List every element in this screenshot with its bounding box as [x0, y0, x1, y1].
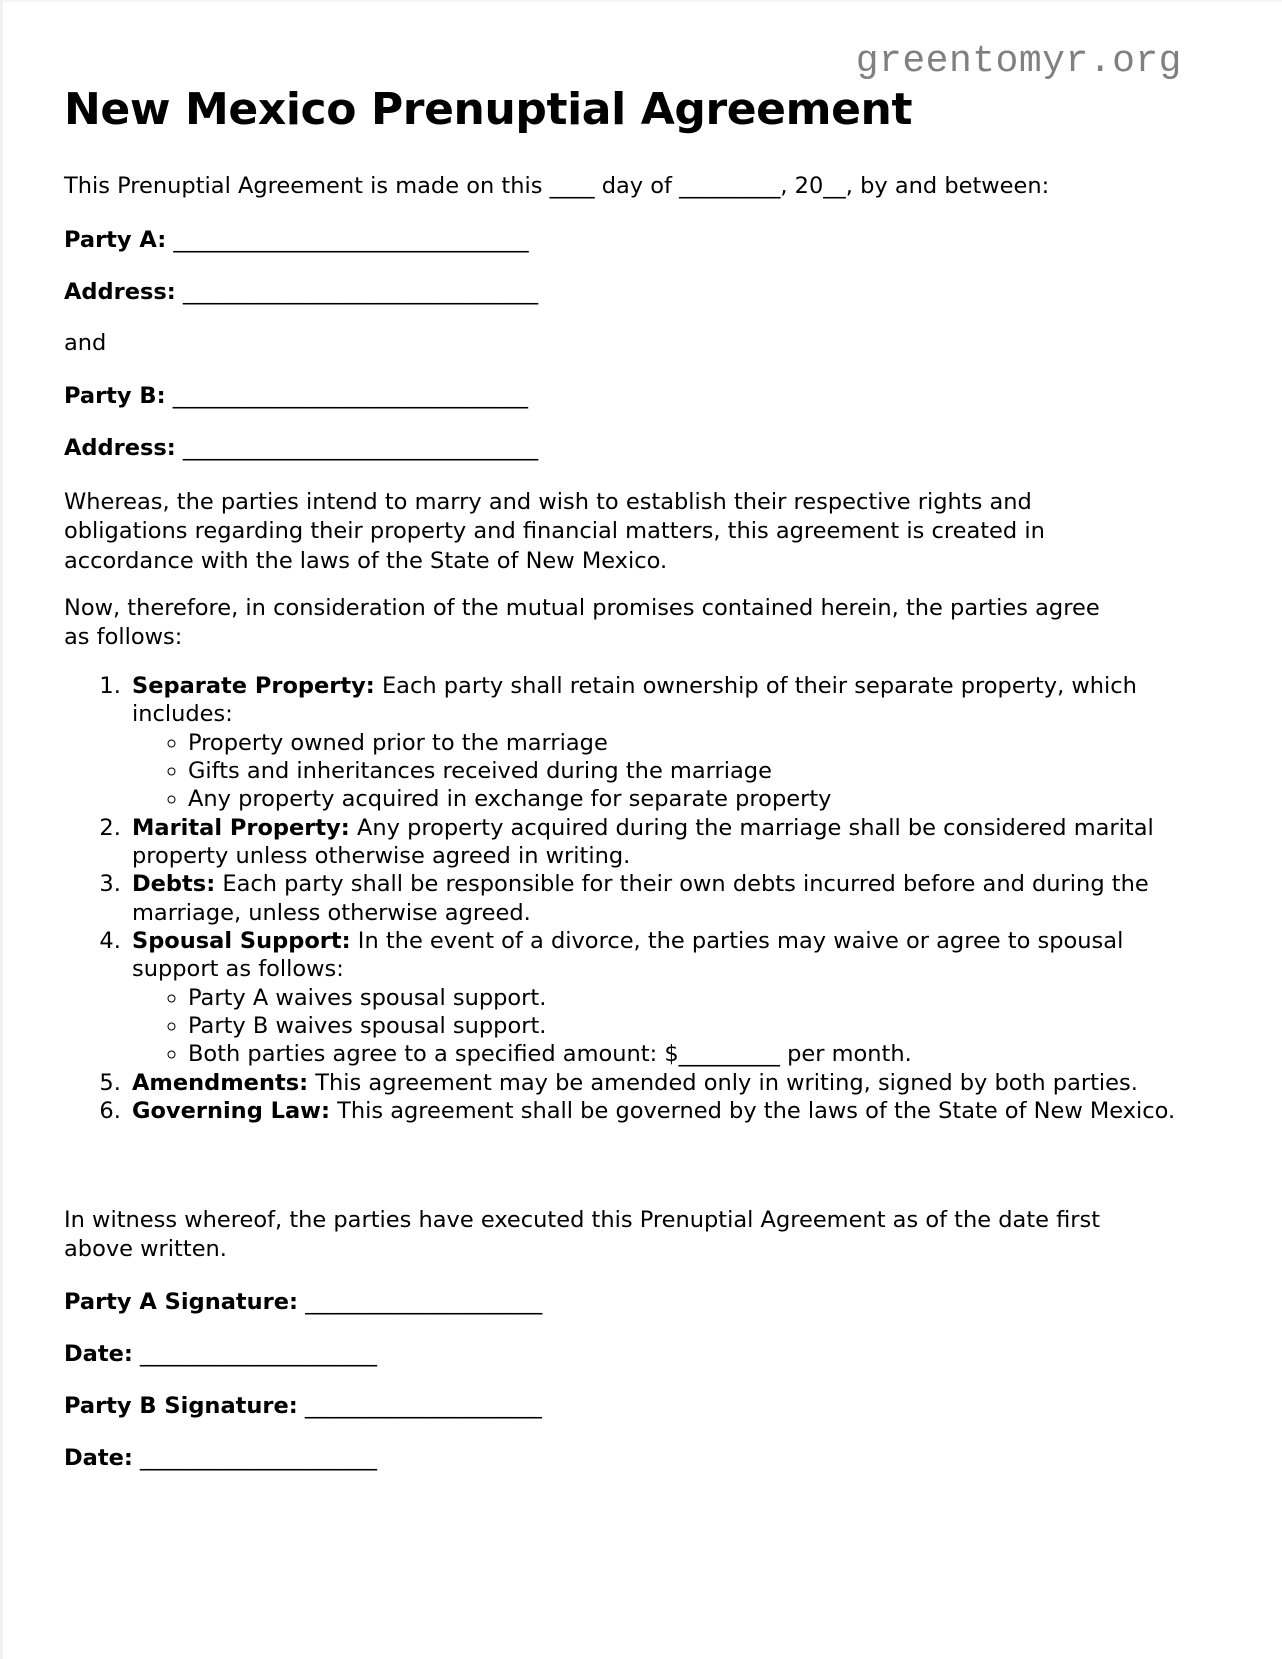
party-b-address-blank[interactable]: _________________________________ — [182, 435, 538, 461]
clause-text: This agreement may be amended only in writing, signed by both parties. — [308, 1069, 1138, 1096]
party-a-signature-label: Party A Signature: — [64, 1289, 299, 1315]
party-a-label: Party A: — [64, 227, 167, 253]
clause-text: This agreement shall be governed by the laws of the State of New Mexico. — [329, 1098, 1176, 1125]
party-a-signature-blank[interactable]: ______________________ — [305, 1289, 542, 1315]
witness-paragraph: In witness whereof, the parties have executed this Prenuptial Agreement as of the date first above written. — [64, 1207, 1101, 1263]
party-a-field — [64, 226, 528, 254]
clause-subitem: ◦ Property owned prior to the marriage — [188, 729, 1198, 757]
clause-list — [64, 672, 1198, 1126]
party-a-blank[interactable]: _________________________________ — [173, 227, 529, 253]
party-b-signature-blank[interactable]: ______________________ — [304, 1393, 542, 1419]
page-left-edge — [0, 0, 3, 1659]
page-top-edge — [0, 0, 1282, 2]
clause-body — [132, 1070, 1138, 1096]
clause-item — [128, 1069, 1198, 1097]
clause-subitem: ◦ Gifts and inheritances received during the marriage — [188, 757, 1198, 785]
page-title: New Mexico Prenuptial Agreement — [64, 84, 913, 135]
clause-subitem: ◦ Any property acquired in exchange for separate property — [188, 785, 1198, 813]
clause-text: Any property acquired during the marriage shall be considered marital property unless otherwise agreed in writing. — [132, 814, 1154, 870]
clause-heading: Marital Property: — [132, 814, 350, 841]
party-a-address-blank[interactable]: _________________________________ — [182, 279, 538, 305]
clause-item — [128, 1097, 1198, 1125]
clause-item — [128, 814, 1198, 871]
now-therefore-paragraph: Now, therefore, in consideration of the mutual promises contained herein, the parties agree as follows: — [64, 595, 1100, 651]
whereas-paragraph: Whereas, the parties intend to marry and wish to establish their respective rights and obligations regarding their property and financial matters, this agreement is created in accordance with the laws of the State of New Mexico. — [64, 489, 1045, 574]
clause-heading: Amendments: — [132, 1069, 309, 1096]
party-b-label: Party B: — [64, 383, 166, 409]
party-a-date-label: Date: — [64, 1341, 133, 1367]
party-b-field — [64, 382, 527, 410]
clause-item — [128, 672, 1198, 814]
party-b-signature-field — [64, 1392, 541, 1420]
party-b-address-field — [64, 434, 538, 462]
clause-body — [132, 673, 1137, 727]
party-a-date-blank[interactable]: ______________________ — [140, 1341, 377, 1367]
clause-text: Each party shall retain ownership of their separate property, which includes: — [132, 673, 1137, 728]
clause-body — [132, 815, 1154, 869]
party-b-date-blank[interactable]: ______________________ — [140, 1445, 377, 1471]
party-b-signature-label: Party B Signature: — [64, 1393, 298, 1419]
clause-text: Each party shall be responsible for their own debts incurred before and during the marriage, unless otherwise agreed. — [132, 871, 1149, 926]
clause-body — [132, 1098, 1175, 1124]
clause-item — [128, 870, 1198, 927]
party-b-blank[interactable]: _________________________________ — [172, 383, 528, 409]
clause-heading: Separate Property: — [132, 673, 375, 699]
clause-subitem-list — [132, 984, 1198, 1069]
party-a-address-field — [64, 278, 538, 306]
party-a-date-field — [64, 1340, 377, 1368]
clause-text: In the event of a divorce, the parties may waive or agree to spousal support as follows: — [132, 928, 1124, 983]
party-a-address-label: Address: — [64, 279, 176, 305]
party-b-date-label: Date: — [64, 1445, 133, 1471]
clause-heading: Debts: — [132, 871, 216, 898]
clause-body — [132, 871, 1149, 925]
clause-subitem: ◦ Party B waives spousal support. — [188, 1012, 1198, 1040]
conjunction-and: and — [64, 330, 107, 356]
clause-subitem: ◦ Party A waives spousal support. — [188, 984, 1198, 1012]
clause-item — [128, 927, 1198, 1069]
clause-subitem: ◦ Both parties agree to a specified amount: $_________ per month. — [188, 1040, 1198, 1068]
clause-heading: Spousal Support: — [132, 928, 351, 955]
party-b-date-field — [64, 1444, 377, 1472]
party-b-address-label: Address: — [64, 435, 176, 461]
intro-paragraph: This Prenuptial Agreement is made on this ____ day of _________, 20__, by and between: — [64, 173, 1050, 199]
clause-heading: Governing Law: — [132, 1098, 330, 1125]
site-watermark: greentomyr.org — [855, 40, 1182, 83]
clause-body — [132, 928, 1123, 982]
clause-subitem-list — [132, 729, 1198, 814]
party-a-signature-field — [64, 1288, 542, 1316]
